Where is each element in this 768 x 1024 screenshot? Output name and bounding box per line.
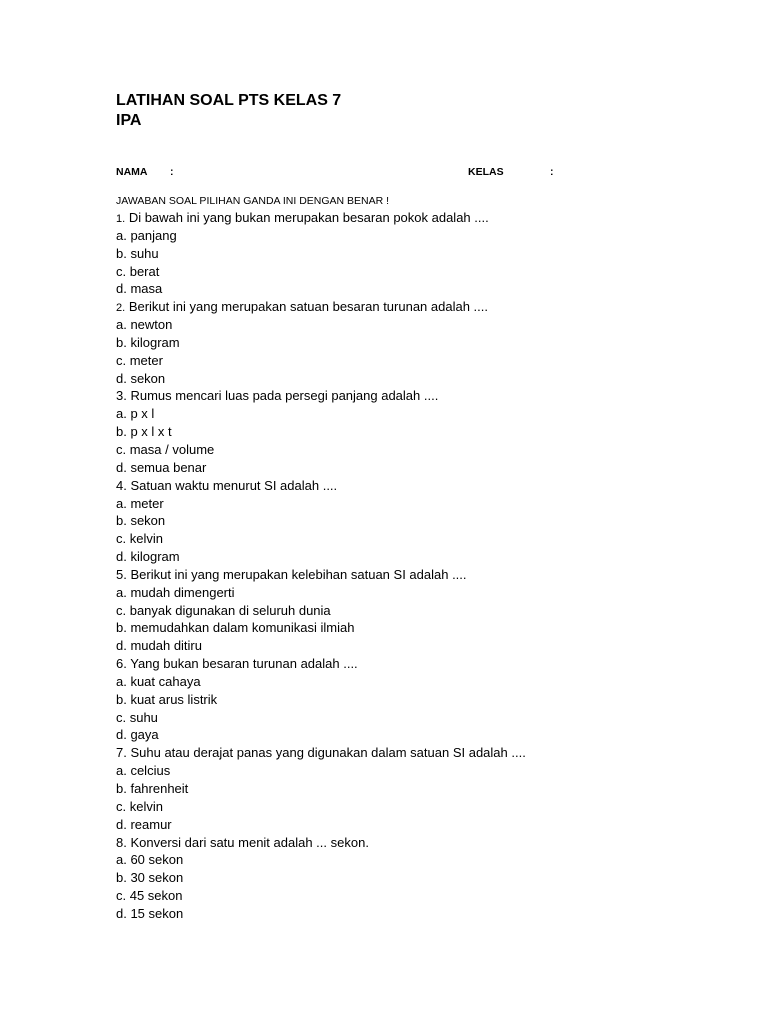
- option-5a: a. mudah dimengerti: [116, 584, 235, 600]
- option-6b: b. kuat arus listrik: [116, 691, 218, 707]
- option-7d: d. reamur: [116, 816, 172, 832]
- class-colon: :: [550, 166, 554, 178]
- question-text: Suhu atau derajat panas yang digunakan dalam satuan SI adalah ....: [130, 745, 526, 761]
- option-2b: b. kilogram: [116, 334, 180, 350]
- option-1c: c. berat: [116, 263, 160, 279]
- option-8d: d. 15 sekon: [116, 905, 184, 921]
- question-list: [116, 209, 736, 923]
- question-7: [116, 744, 736, 762]
- option-2d: d. sekon: [116, 370, 166, 386]
- question-5: [116, 566, 736, 584]
- question-text: Yang bukan besaran turunan adalah ....: [130, 656, 358, 672]
- option-5d: d. mudah ditiru: [116, 638, 202, 654]
- option-3a: a. p x l: [116, 406, 155, 422]
- question-number: 8.: [116, 834, 127, 850]
- question-text: Rumus mencari luas pada persegi panjang adalah ....: [130, 388, 439, 404]
- name-colon: :: [170, 166, 174, 178]
- question-number: 1.: [116, 213, 126, 225]
- option-7b: b. fahrenheit: [116, 781, 189, 796]
- question-text: Satuan waktu menurut SI adalah ....: [130, 477, 338, 493]
- option-7a: a. celcius: [116, 763, 171, 779]
- question-number: 5.: [116, 566, 127, 582]
- question-4: [116, 477, 736, 495]
- document-title: LATIHAN SOAL PTS KELAS 7: [116, 92, 342, 109]
- option-1d: d. masa: [116, 281, 163, 297]
- option-6c: c. suhu: [116, 709, 158, 725]
- question-3: [116, 387, 736, 405]
- option-8c: c. 45 sekon: [116, 888, 183, 904]
- option-3c: c. masa / volume: [116, 441, 215, 457]
- option-4c: c. kelvin: [116, 531, 163, 547]
- question-6: [116, 655, 736, 673]
- question-number: 2.: [116, 302, 126, 315]
- option-8b: b. 30 sekon: [116, 870, 184, 886]
- question-text: Konversi dari satu menit adalah ... sekon.: [130, 834, 369, 850]
- option-5b: b. memudahkan dalam komunikasi ilmiah: [116, 620, 355, 636]
- option-3b: b. p x l x t: [116, 424, 172, 440]
- document-subject: IPA: [116, 112, 142, 129]
- option-7c: c. kelvin: [116, 798, 163, 814]
- option-6a: a. kuat cahaya: [116, 673, 201, 689]
- option-3d: d. semua benar: [116, 459, 207, 475]
- option-2c: c. meter: [116, 352, 163, 368]
- option-1b: b. suhu: [116, 245, 159, 261]
- question-text: Berikut ini yang merupakan kelebihan satuan SI adalah ....: [130, 566, 467, 582]
- option-2a: a. newton: [116, 317, 173, 333]
- question-number: 7.: [116, 745, 127, 761]
- option-6d: d. gaya: [116, 727, 159, 743]
- name-label: NAMA: [116, 166, 148, 178]
- class-label: KELAS: [468, 166, 504, 178]
- option-4a: a. meter: [116, 495, 164, 511]
- option-5c: c. banyak digunakan di seluruh dunia: [116, 602, 331, 618]
- option-1a: a. panjang: [116, 227, 177, 243]
- option-4d: d. kilogram: [116, 549, 180, 565]
- option-8a: a. 60 sekon: [116, 852, 184, 868]
- question-number: 4.: [116, 477, 127, 493]
- instruction-text: JAWABAN SOAL PILIHAN GANDA INI DENGAN BENAR !: [116, 195, 390, 207]
- question-1: [116, 209, 736, 227]
- question-text: Di bawah ini yang bukan merupakan besaran pokok adalah ....: [128, 210, 489, 225]
- question-2: [116, 298, 736, 316]
- question-number: 3.: [116, 388, 127, 404]
- question-number: 6.: [116, 656, 127, 672]
- question-text: Berikut ini yang merupakan satuan besaran turunan adalah ....: [128, 299, 488, 315]
- question-8: [116, 834, 736, 852]
- option-4b: b. sekon: [116, 513, 166, 529]
